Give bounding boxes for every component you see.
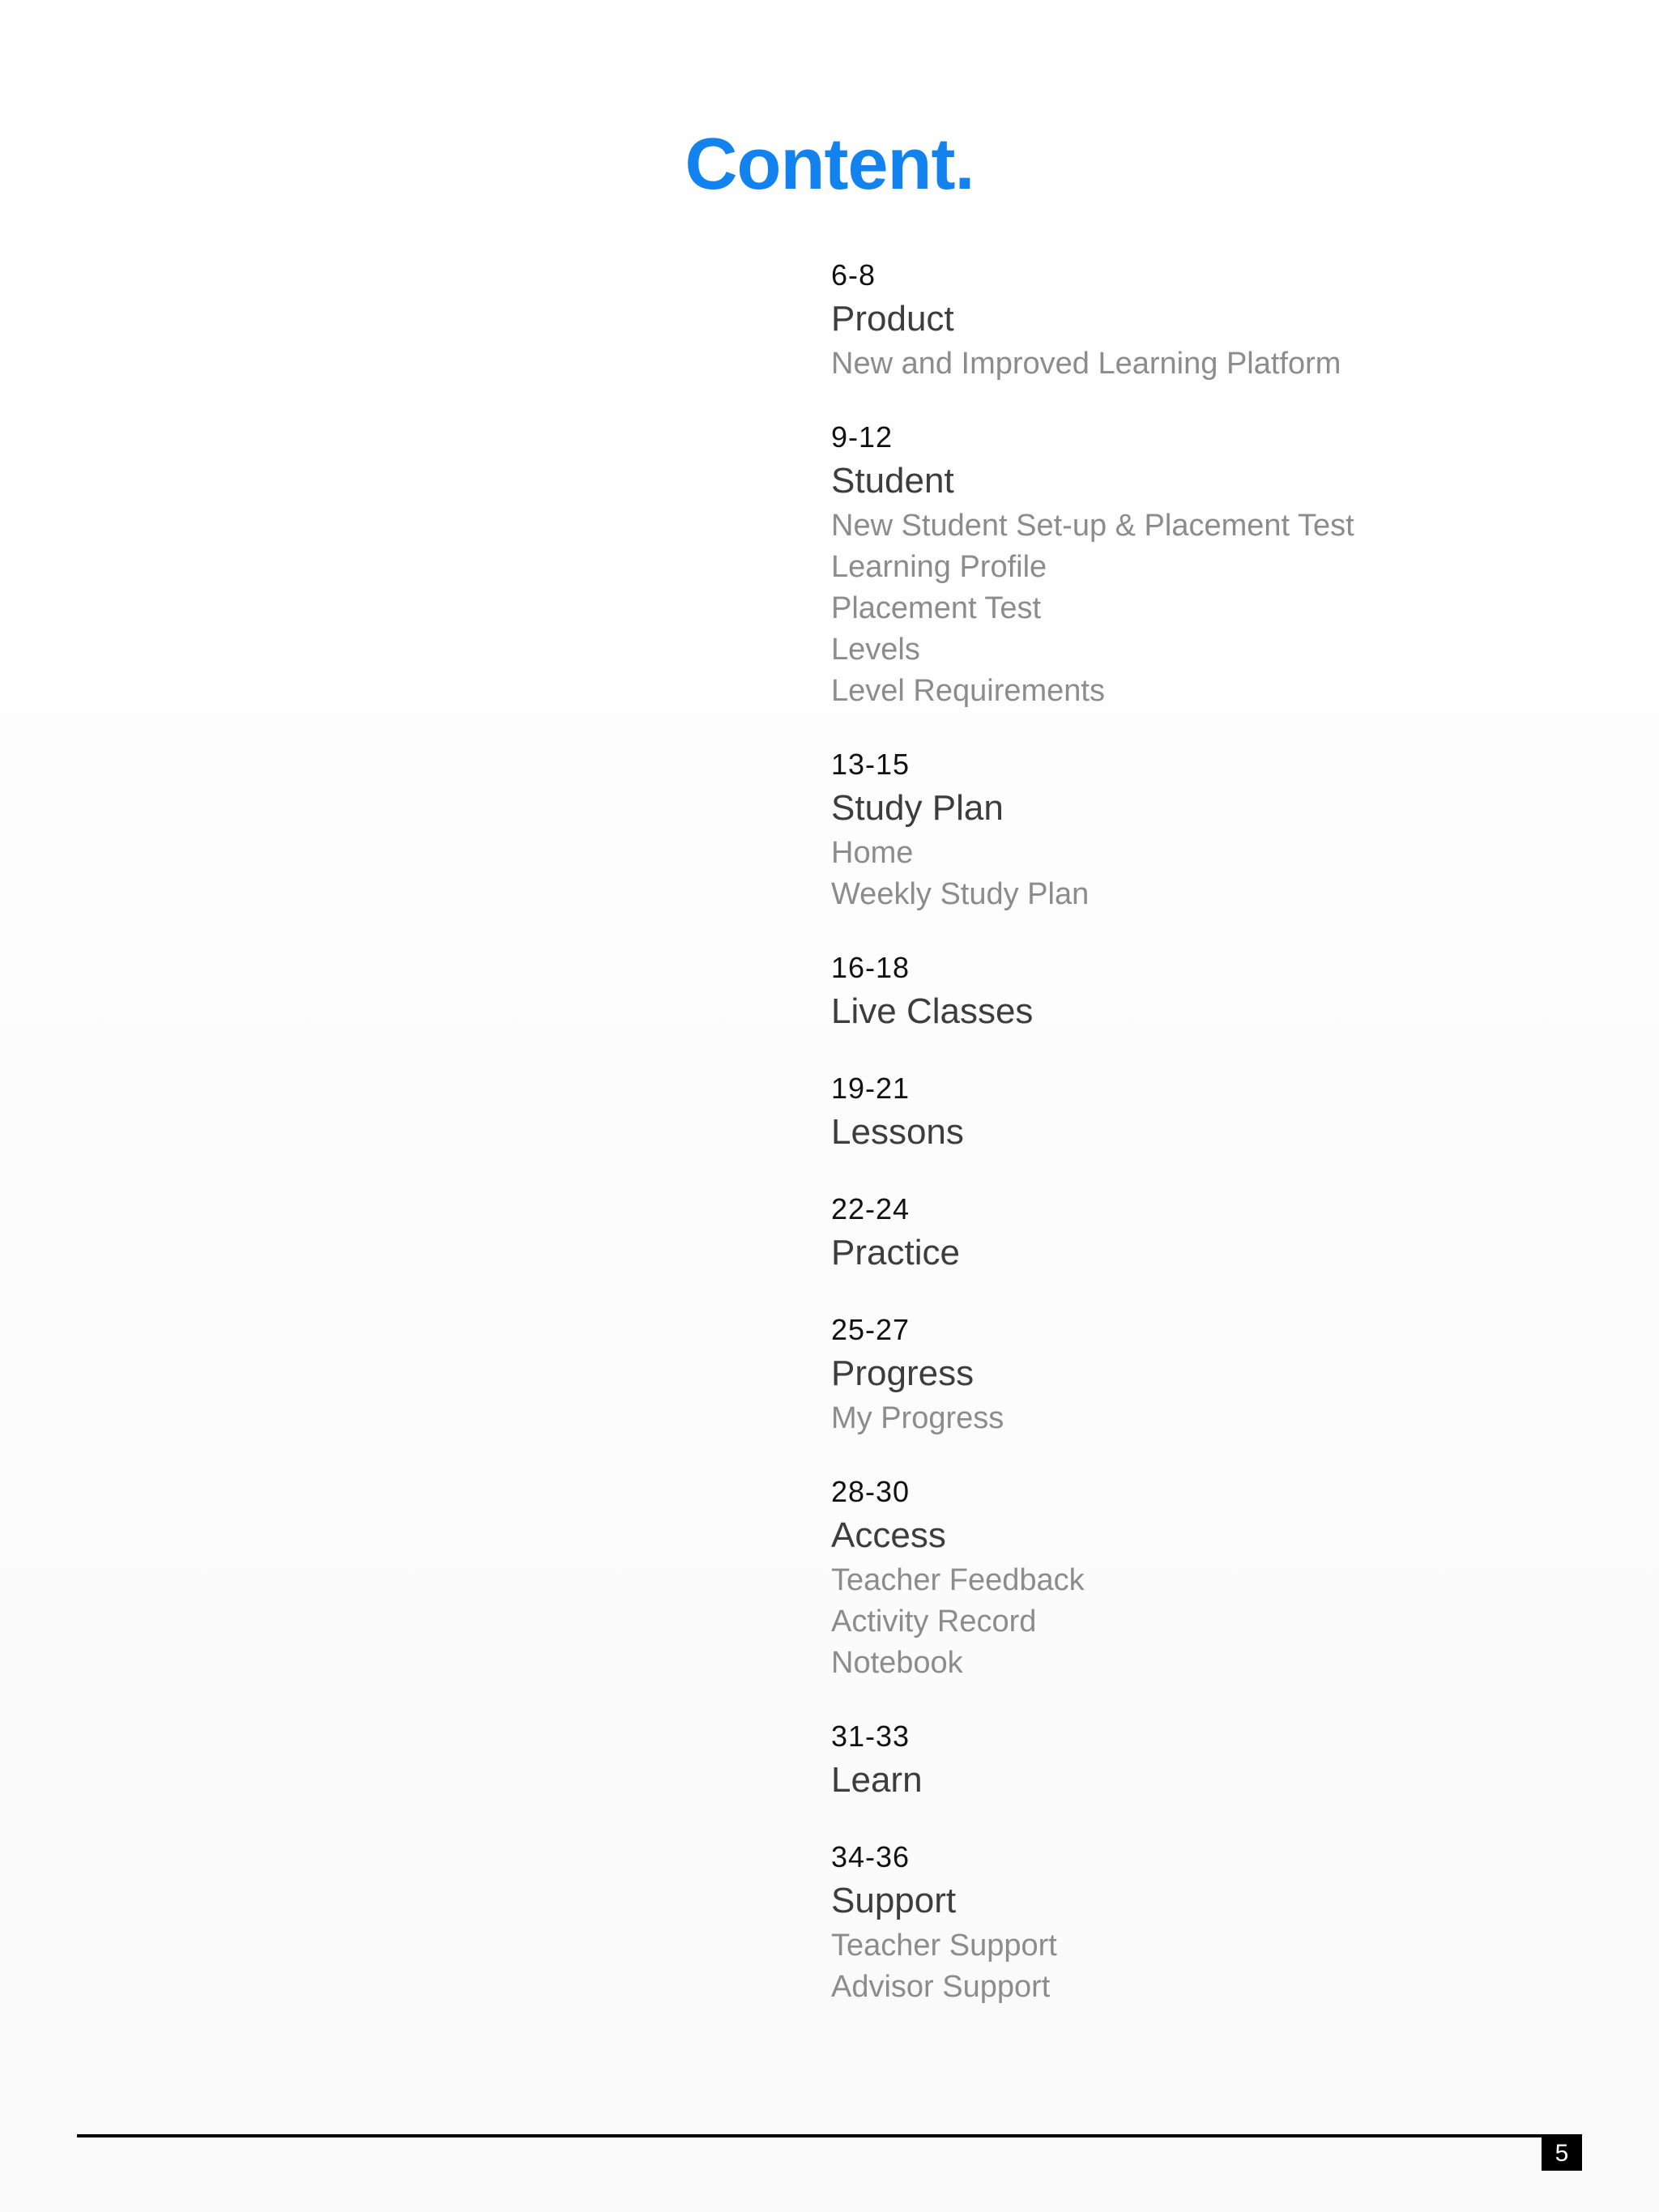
toc-section-heading: Learn xyxy=(831,1760,923,1800)
toc-section-heading: Support xyxy=(831,1881,957,1920)
toc-section-heading: Practice xyxy=(831,1233,960,1272)
toc-section xyxy=(831,1071,1560,1157)
toc-subitem: Home xyxy=(831,836,914,870)
toc-section-heading: Product xyxy=(831,299,954,339)
toc-subitem: Advisor Support xyxy=(831,1970,1051,2004)
toc-subitem: New and Improved Learning Platform xyxy=(831,347,1341,381)
toc-section xyxy=(831,747,1560,915)
toc-section-heading: Lessons xyxy=(831,1112,964,1152)
toc-page-range: 34-36 xyxy=(831,1840,911,1873)
toc-section-heading: Live Classes xyxy=(831,991,1034,1031)
toc-section-heading: Study Plan xyxy=(831,788,1004,828)
toc-subitem: Levels xyxy=(831,633,920,667)
toc-section-heading: Access xyxy=(831,1515,946,1555)
toc-subitem: Teacher Feedback xyxy=(831,1563,1085,1597)
page-title: Content. xyxy=(684,124,975,205)
toc-page-range: 9-12 xyxy=(831,420,893,454)
toc-section xyxy=(831,1191,1560,1277)
toc-section xyxy=(831,950,1560,1036)
toc-section xyxy=(831,1839,1560,2008)
toc-section xyxy=(831,1312,1560,1439)
toc-section xyxy=(831,1719,1560,1805)
toc-subitem: Placement Test xyxy=(831,591,1042,625)
toc-page-range: 25-27 xyxy=(831,1313,911,1346)
toc-page-range: 22-24 xyxy=(831,1192,911,1225)
toc-section-heading: Progress xyxy=(831,1353,975,1393)
toc-subitem: Learning Profile xyxy=(831,550,1047,584)
table-of-contents xyxy=(831,258,1560,2043)
toc-section xyxy=(831,1474,1560,1684)
page-number: 5 xyxy=(1542,2137,1582,2171)
toc-page-range: 6-8 xyxy=(831,258,876,292)
toc-subitem: New Student Set-up & Placement Test xyxy=(831,509,1354,543)
toc-subitem: My Progress xyxy=(831,1401,1004,1435)
toc-section xyxy=(831,258,1560,385)
toc-section xyxy=(831,420,1560,712)
toc-subitem: Activity Record xyxy=(831,1605,1037,1639)
toc-page-range: 28-30 xyxy=(831,1475,911,1508)
toc-page-range: 19-21 xyxy=(831,1072,911,1105)
footer-divider xyxy=(77,2134,1582,2137)
toc-subitem: Level Requirements xyxy=(831,674,1105,708)
toc-page-range: 16-18 xyxy=(831,951,911,984)
toc-subitem: Weekly Study Plan xyxy=(831,877,1090,911)
toc-page-range: 31-33 xyxy=(831,1720,911,1753)
toc-subitem: Notebook xyxy=(831,1646,963,1680)
toc-subitem: Teacher Support xyxy=(831,1929,1057,1963)
toc-page-range: 13-15 xyxy=(831,748,911,781)
toc-section-heading: Student xyxy=(831,461,954,501)
